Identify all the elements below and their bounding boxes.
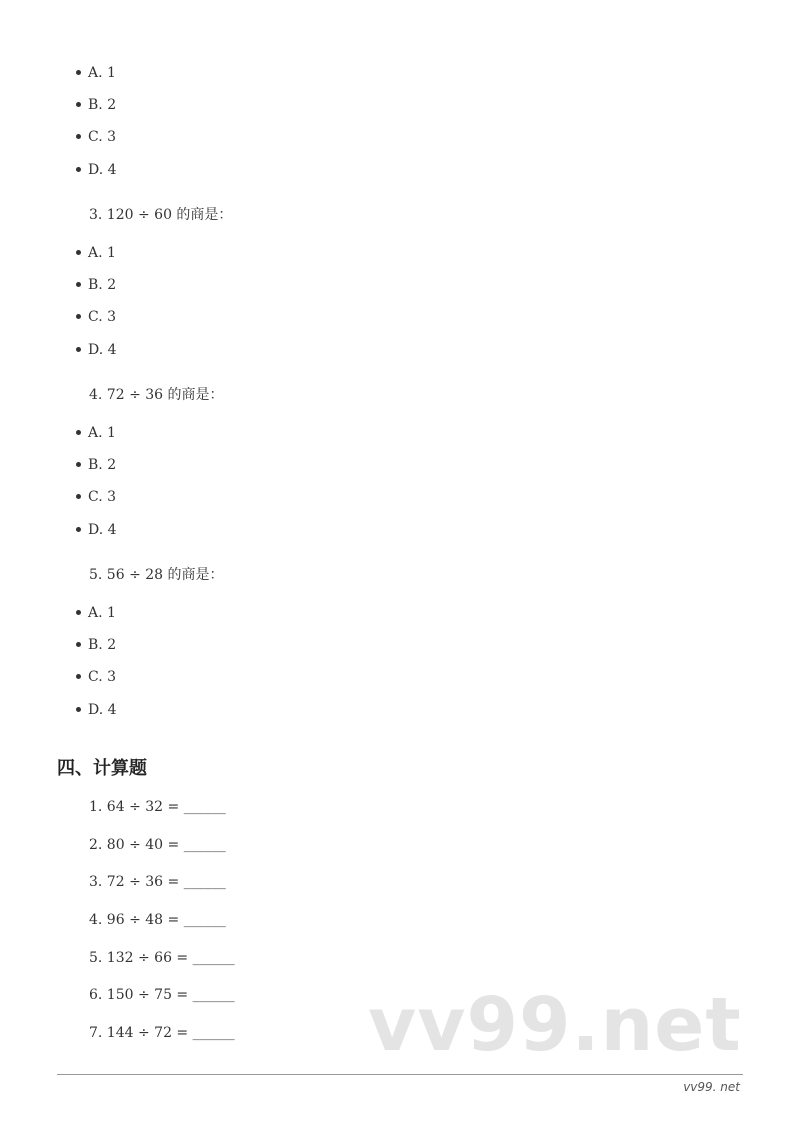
bullet-icon xyxy=(76,430,81,435)
watermark: vv99.net xyxy=(368,982,742,1068)
bullet-icon xyxy=(76,70,81,75)
option-label: D. 4 xyxy=(88,342,117,358)
bullet-icon xyxy=(76,250,81,255)
option-label: D. 4 xyxy=(88,702,117,718)
option-a[interactable] xyxy=(76,244,116,262)
calc-item: 3. 72 ÷ 36 = ______ xyxy=(89,874,226,890)
option-d[interactable] xyxy=(76,341,117,359)
calc-item: 6. 150 ÷ 75 = ______ xyxy=(89,987,235,1003)
option-label: D. 4 xyxy=(88,522,117,538)
option-b[interactable] xyxy=(76,276,116,294)
bullet-icon xyxy=(76,494,81,499)
calc-item: 7. 144 ÷ 72 = ______ xyxy=(89,1025,235,1041)
option-label: B. 2 xyxy=(88,277,117,293)
option-label: A. 1 xyxy=(88,605,116,621)
bullet-icon xyxy=(76,610,81,615)
option-label: C. 3 xyxy=(88,309,117,325)
option-c[interactable] xyxy=(76,488,116,506)
bullet-icon xyxy=(76,134,81,139)
option-c[interactable] xyxy=(76,668,116,686)
footer-site-label: vv99. net xyxy=(683,1080,740,1094)
option-label: D. 4 xyxy=(88,162,117,178)
bullet-icon xyxy=(76,527,81,532)
option-label: A. 1 xyxy=(88,245,116,261)
calc-item: 4. 96 ÷ 48 = ______ xyxy=(89,912,226,928)
option-label: C. 3 xyxy=(88,129,117,145)
option-d[interactable] xyxy=(76,521,117,539)
bullet-icon xyxy=(76,347,81,352)
option-label: A. 1 xyxy=(88,425,116,441)
bullet-icon xyxy=(76,707,81,712)
option-d[interactable] xyxy=(76,701,117,719)
option-b[interactable] xyxy=(76,636,116,654)
calc-item: 5. 132 ÷ 66 = ______ xyxy=(89,950,235,966)
option-c[interactable] xyxy=(76,308,116,326)
option-b[interactable] xyxy=(76,456,116,474)
bullet-icon xyxy=(76,314,81,319)
bullet-icon xyxy=(76,462,81,467)
option-c[interactable] xyxy=(76,128,116,146)
option-label: B. 2 xyxy=(88,637,117,653)
option-label: B. 2 xyxy=(88,457,117,473)
option-label: C. 3 xyxy=(88,489,117,505)
bullet-icon xyxy=(76,282,81,287)
bullet-icon xyxy=(76,642,81,647)
section-title: 四、计算题 xyxy=(57,758,147,779)
option-a[interactable] xyxy=(76,604,116,622)
calc-item: 2. 80 ÷ 40 = ______ xyxy=(89,837,226,853)
option-label: A. 1 xyxy=(88,65,116,81)
option-d[interactable] xyxy=(76,161,117,179)
bullet-icon xyxy=(76,674,81,679)
option-b[interactable] xyxy=(76,96,116,114)
bullet-icon xyxy=(76,102,81,107)
calc-item: 1. 64 ÷ 32 = ______ xyxy=(89,799,226,815)
option-label: B. 2 xyxy=(88,97,117,113)
question-5: 5. 56 ÷ 28 的商是： xyxy=(89,567,224,583)
question-3: 3. 120 ÷ 60 的商是： xyxy=(89,207,233,223)
option-a[interactable] xyxy=(76,64,116,82)
footer-divider xyxy=(57,1074,743,1075)
option-label: C. 3 xyxy=(88,669,117,685)
bullet-icon xyxy=(76,167,81,172)
question-4: 4. 72 ÷ 36 的商是： xyxy=(89,387,224,403)
option-a[interactable] xyxy=(76,424,116,442)
